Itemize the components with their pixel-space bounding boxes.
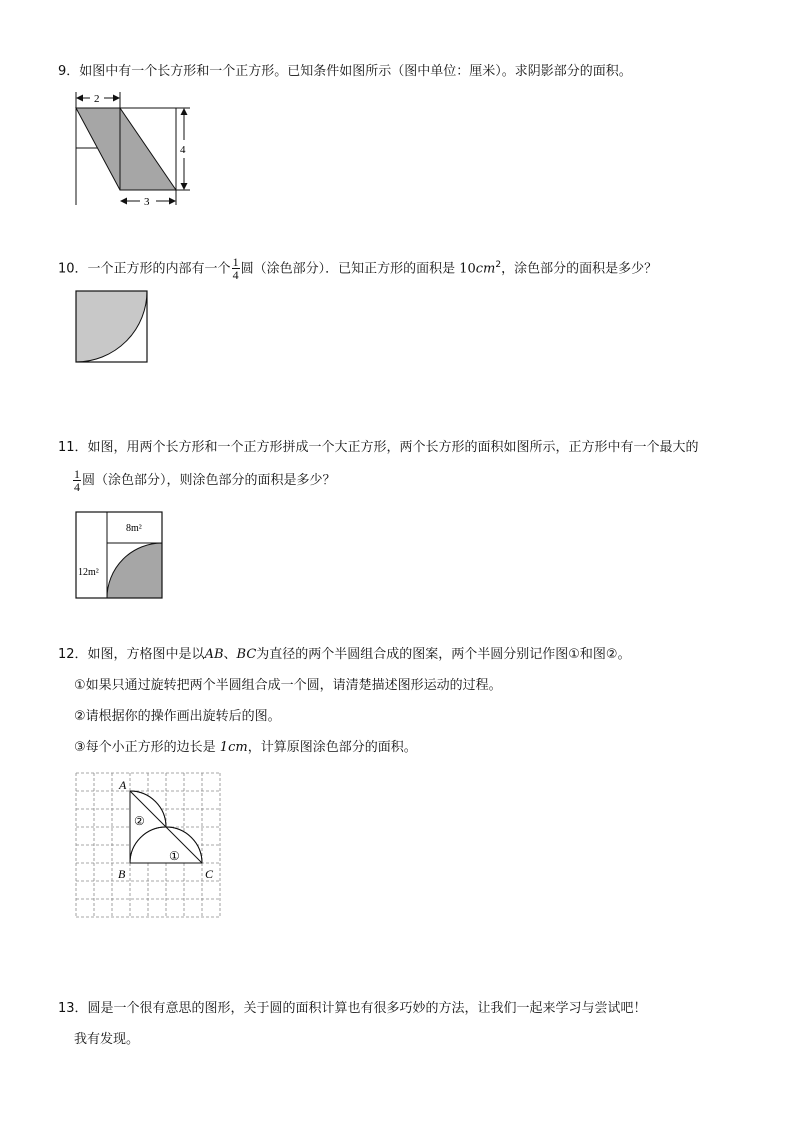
fraction-one-quarter: $\frac{1}{4}$ [232, 255, 239, 283]
question-11-line2: $\frac{1}{4}$ 圆（涂色部分），则涂色部分的面积是多少？ [74, 467, 336, 494]
question-10-text: 10．一个正方形的内部有一个 $\frac{1}{4}$ 圆（涂色部分）．已知正方形的面积是 $10cm^2$，涂色部分的面积是多少？ [58, 255, 658, 283]
question-11-line1: 11．如图，用两个长方形和一个正方形拼成一个大正方形，两个长方形的面积如图所示，正方形中有一个最大的 [58, 440, 699, 455]
q12-mark-2: ② [134, 814, 145, 828]
q11-label-12: 12m² [78, 567, 99, 578]
q9-label-bottom: 3 [144, 196, 150, 208]
question-12-text: 12．如图，方格图中是以AB、BC为直径的两个半圆组合成的图案，两个半圆分别记作图①和图②。 [58, 647, 631, 662]
question-12-sub2: ②请根据你的操作画出旋转后的图。 [74, 709, 281, 724]
q11-label-8: 8m² [126, 523, 142, 534]
question-9-text: 9．如图中有一个长方形和一个正方形。已知条件如图所示（图中单位：厘米）。求阴影部分的面积。 [58, 64, 632, 79]
fraction-one-quarter: $\frac{1}{4}$ [74, 467, 80, 494]
question-12-sub1: ①如果只通过旋转把两个半圆组合成一个圆，请清楚描述图形运动的过程。 [74, 678, 502, 693]
q9-label-top: 2 [94, 93, 100, 105]
q12-mark-1: ① [169, 849, 180, 863]
question-13-text: 13．圆是一个很有意思的图形，关于圆的面积计算也有很多巧妙的方法，让我们一起来学习与尝试吧！ [58, 1001, 647, 1016]
q9-label-right: 4 [180, 144, 186, 156]
question-13-sub: 我有发现。 [74, 1032, 140, 1047]
q12-label-C: C [205, 867, 214, 881]
question-12-sub3: ③每个小正方形的边长是 1cm，计算原图涂色部分的面积。 [74, 740, 417, 755]
q12-label-B: B [118, 867, 126, 881]
q12-label-A: A [119, 778, 127, 792]
